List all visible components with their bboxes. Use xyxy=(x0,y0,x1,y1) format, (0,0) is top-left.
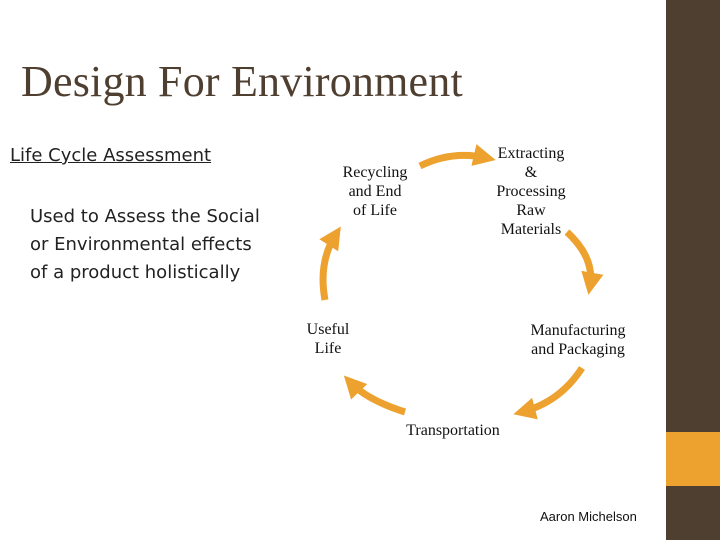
stage-manufacturing: Manufacturing and Packaging xyxy=(530,322,626,358)
arrow-transportation-to-useful-life xyxy=(350,382,405,412)
arrow-manufacturing-to-transportation xyxy=(522,368,582,412)
stage-extracting: Extracting & Processing Raw Materials xyxy=(496,145,566,238)
slide-title: Design For Environment xyxy=(21,57,463,106)
arrow-extracting-to-manufacturing xyxy=(567,232,591,286)
stage-transportation: Transportation xyxy=(406,422,500,439)
stage-useful-life: Useful Life xyxy=(306,321,350,357)
arrow-useful-life-to-recycling xyxy=(323,234,336,300)
arrow-recycling-to-extracting xyxy=(420,155,487,166)
lca-description: Used to Assess the Social or Environmental effects of a product holistically xyxy=(30,206,260,283)
lca-heading: Life Cycle Assessment xyxy=(10,145,212,166)
stage-recycling: Recycling and End of Life xyxy=(342,164,408,219)
author-credit: Aaron Michelson xyxy=(540,509,637,524)
